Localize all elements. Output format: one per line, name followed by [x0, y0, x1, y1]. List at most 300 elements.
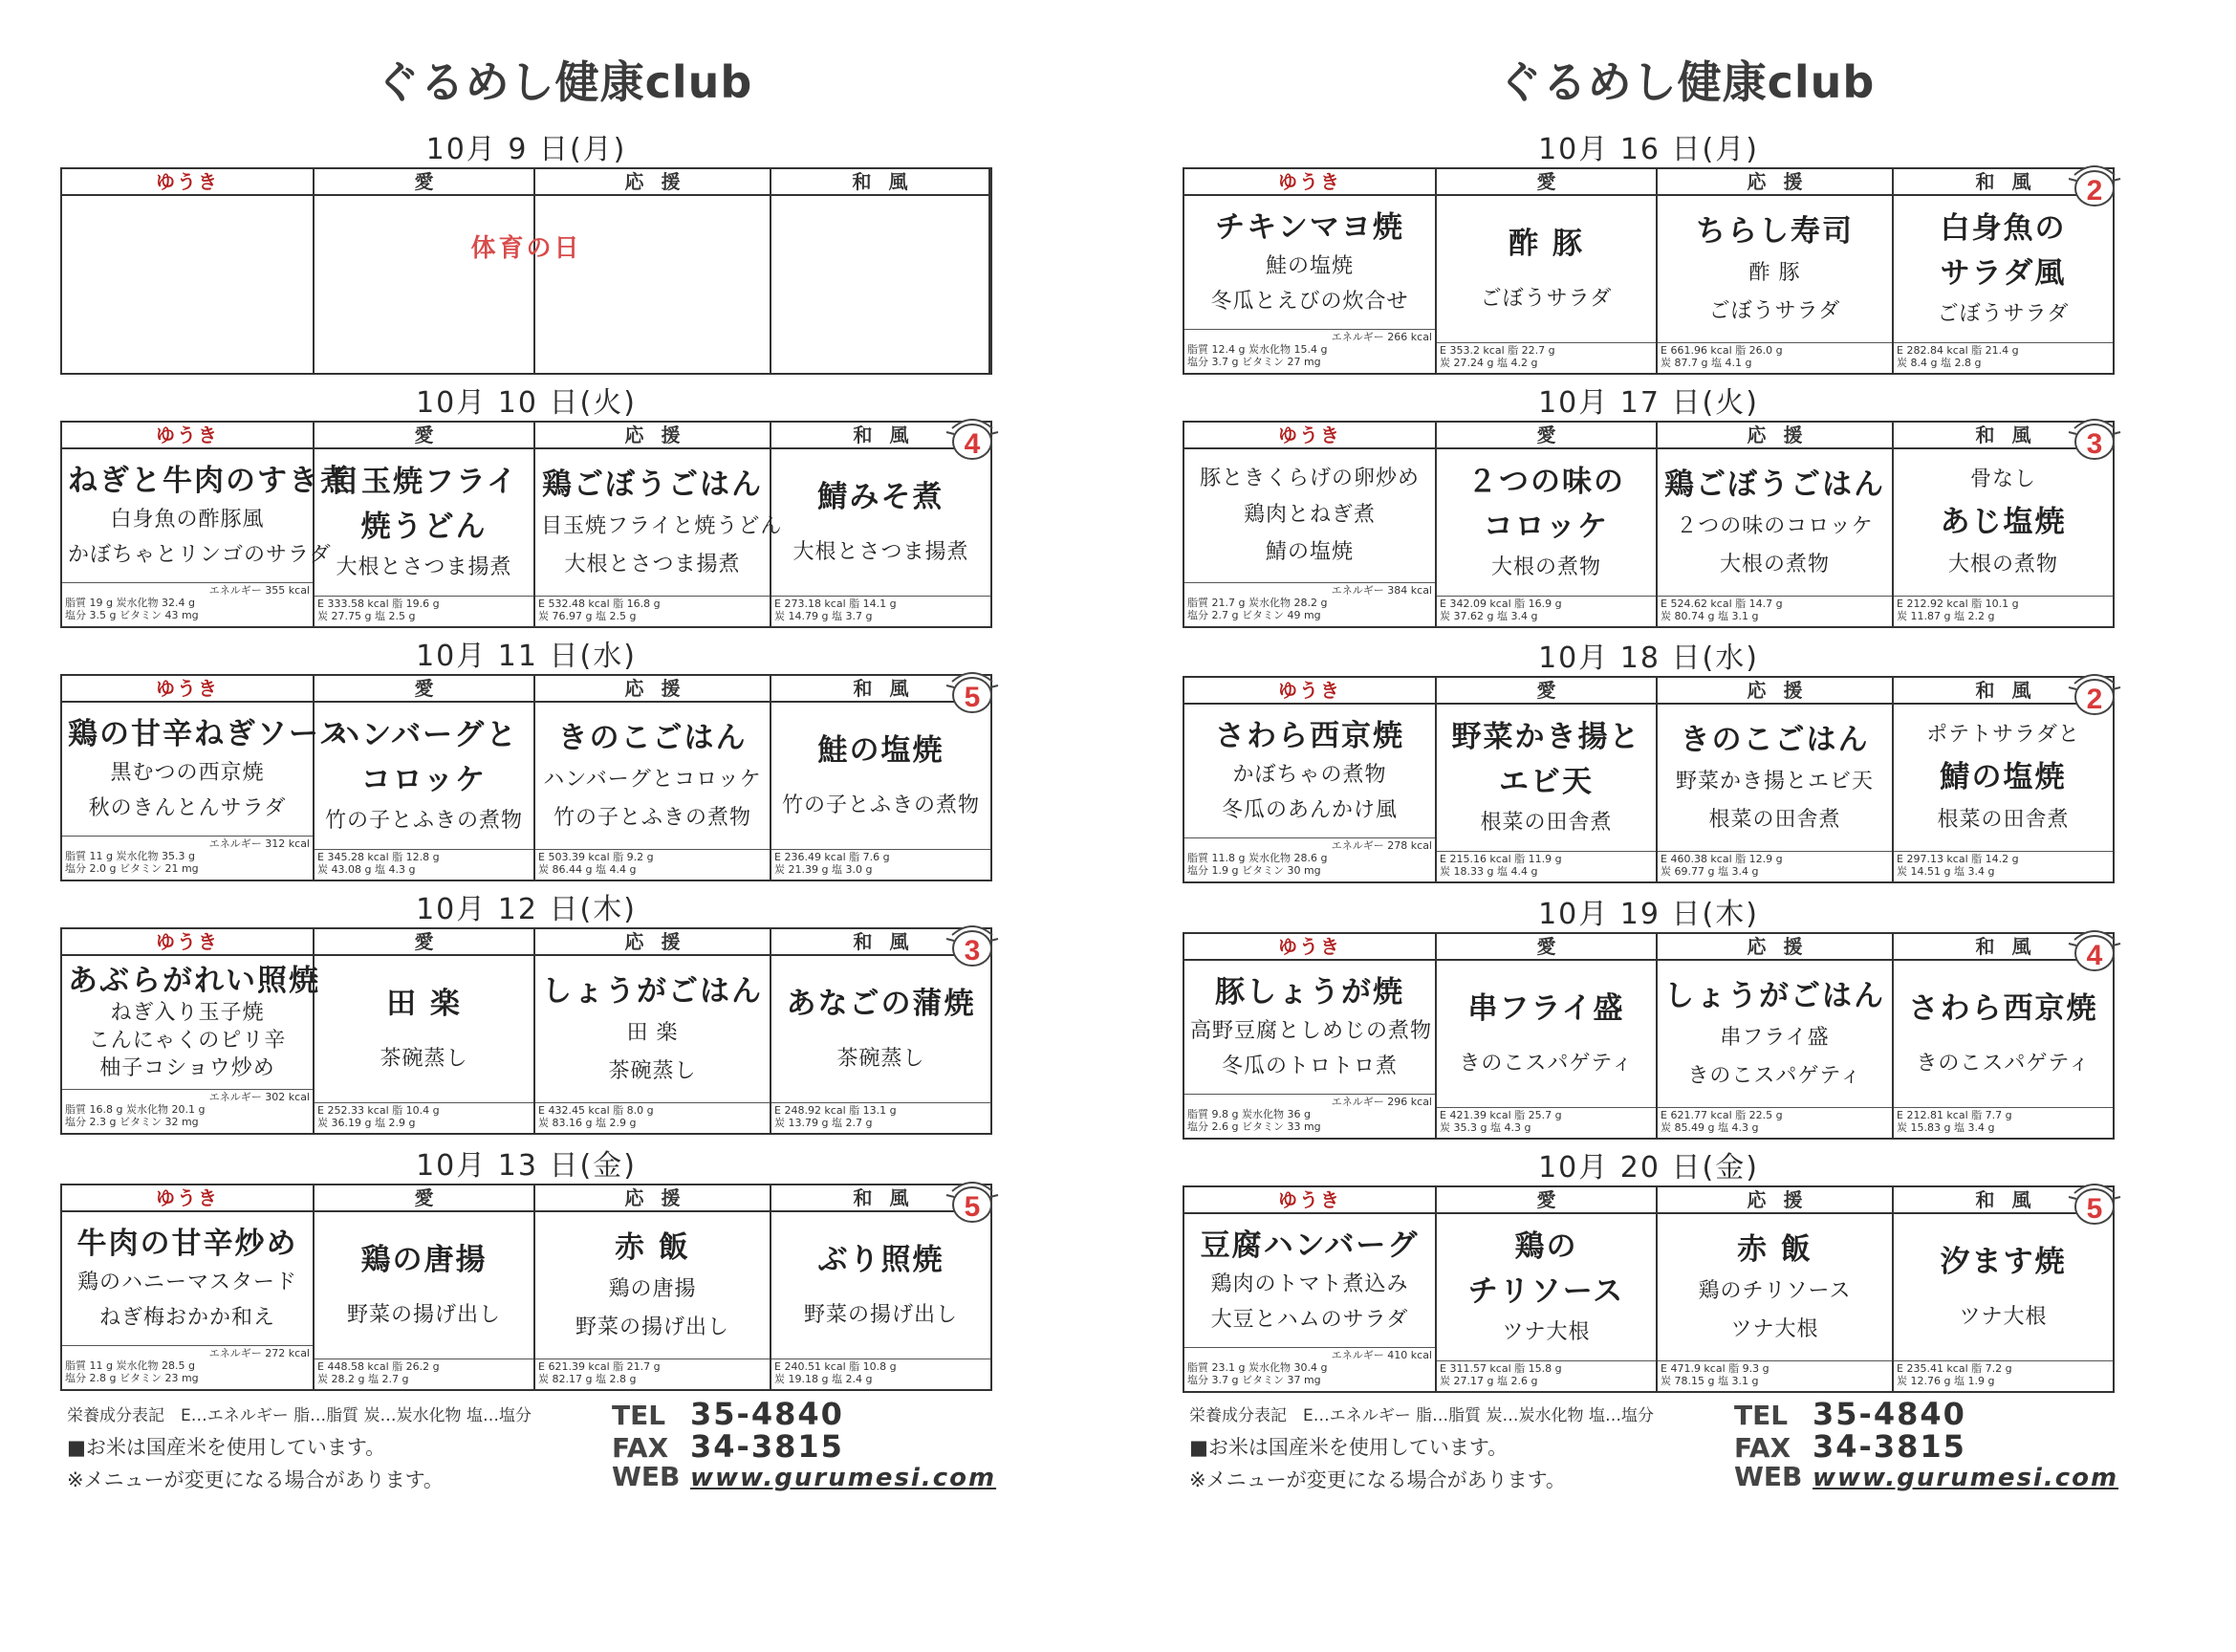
nutrition-line: E 248.92 kcal 脂 13.1 g [774, 1104, 897, 1117]
change-note: ※メニューが変更になる場合があります。 [67, 1468, 444, 1491]
menu-item: ハンバーグとコロッケ [543, 768, 762, 793]
menu-item: 鯖みそ煮 [817, 479, 944, 514]
column-header: ゆうき [62, 929, 313, 956]
menu-item: 鶏ごぼうごはん [542, 467, 763, 502]
nutrition-info [315, 1102, 533, 1133]
pot-icon [944, 411, 1000, 461]
menu-column-3 [535, 676, 771, 880]
menu-column-4 [1894, 934, 2113, 1138]
pot-icon [944, 918, 1000, 967]
menu-item: ごぼうサラダ [1708, 299, 1841, 324]
menu-items [1184, 449, 1435, 582]
pot-badge [944, 411, 1000, 461]
nutrition-info [1894, 851, 2113, 881]
menu-item: 田 楽 [626, 1021, 679, 1046]
nutrition-line: E 353.2 kcal 脂 22.7 g [1440, 344, 1555, 357]
pot-badge [2067, 158, 2122, 207]
column-header: 愛 [315, 169, 533, 196]
menu-item: 竹の子とふきの煮物 [553, 806, 751, 831]
menu-item: 汐ます焼 [1940, 1244, 2067, 1279]
nutrition-line: E 236.49 kcal 脂 7.6 g [774, 851, 890, 863]
nutrition-line: 脂質 11.8 g 炭水化物 28.6 g [1187, 852, 1328, 864]
column-header: ゆうき [1184, 169, 1435, 196]
column-header: 和風 [771, 169, 988, 196]
column-header: ゆうき [1184, 678, 1435, 705]
fax-label: FAX [1734, 1432, 1791, 1464]
menu-items [1658, 449, 1892, 596]
menu-column-1 [1184, 1187, 1437, 1391]
nutrition-legend: 栄養成分表記 E…エネルギー 脂…脂質 炭…炭水化物 塩…塩分 [1189, 1406, 1654, 1425]
menu-item: 大根とさつま揚煮 [564, 553, 741, 577]
nutrition-info [1437, 596, 1656, 626]
menu-column-1 [1184, 934, 1437, 1138]
day-date: 10月 17 日(火) [1538, 386, 1759, 420]
nutrition-line: 炭 76.97 g 塩 2.5 g [538, 610, 637, 622]
column-header: 応援 [535, 169, 770, 196]
nutrition-line: E 212.81 kcal 脂 7.7 g [1897, 1109, 2012, 1121]
menu-item: きのこスパゲティ [1916, 1051, 2091, 1076]
column-header: 応援 [1658, 1187, 1892, 1214]
web-link[interactable]: www.gurumesi.com [690, 1464, 997, 1492]
nutrition-info [315, 596, 533, 626]
page-footer [1189, 1396, 2145, 1511]
column-header: 和風 [771, 423, 990, 449]
nutrition-info [771, 1102, 990, 1133]
nutrition-line: E 297.13 kcal 脂 14.2 g [1897, 853, 2019, 865]
menu-item: 鶏の唐揚 [360, 1242, 488, 1277]
menu-column-1 [1184, 423, 1437, 626]
nutrition-line: 炭 86.44 g 塩 4.4 g [538, 863, 637, 876]
menu-item: 冬瓜のあんかけ風 [1221, 797, 1398, 822]
menu-item: 冬瓜のトロトロ煮 [1221, 1054, 1398, 1078]
day-block [60, 387, 992, 628]
nutrition-info [1437, 1360, 1656, 1391]
nutrition-line: エネルギー 410 kcal [1331, 1349, 1432, 1361]
nutrition-line: 炭 83.16 g 塩 2.9 g [538, 1117, 637, 1129]
menu-item: ポテトサラダと [1926, 722, 2080, 747]
nutrition-line: 炭 11.87 g 塩 2.2 g [1897, 610, 1995, 622]
nutrition-line: E 212.92 kcal 脂 10.1 g [1897, 598, 2019, 610]
menu-items [62, 956, 320, 1089]
tel-row [612, 1396, 996, 1432]
menu-column-3 [535, 423, 783, 626]
column-header: 愛 [315, 676, 533, 703]
menu-item: 大根の煮物 [1490, 554, 1601, 579]
pot-icon [2067, 666, 2122, 716]
column-header: 応援 [535, 929, 770, 956]
menu-item: ごぼうサラダ [1480, 286, 1613, 311]
menu-item: 黒むつの西京焼 [110, 761, 265, 786]
web-row [1734, 1461, 2118, 1493]
day-block [1183, 642, 2115, 883]
column-header: 和風 [1894, 1187, 2113, 1214]
menu-items [1894, 961, 2113, 1107]
rice-note: ■お米は国産米を使用しています。 [67, 1436, 386, 1459]
menu-page-2 [1122, 0, 2236, 1652]
column-header: 愛 [1437, 169, 1656, 196]
nutrition-line: E 621.77 kcal 脂 22.5 g [1661, 1109, 1783, 1121]
nutrition-line: 炭 12.76 g 塩 1.9 g [1897, 1375, 1995, 1387]
menu-items [315, 449, 533, 596]
nutrition-line: 炭 18.33 g 塩 4.4 g [1440, 865, 1538, 878]
menu-item: エビ天 [1499, 765, 1594, 800]
menu-table [1183, 932, 2115, 1140]
nutrition-line: E 448.58 kcal 脂 26.2 g [317, 1360, 440, 1373]
menu-item: ツナ大根 [1730, 1317, 1819, 1342]
nutrition-info [1184, 837, 1435, 881]
menu-item: 鶏ごぼうごはん [1664, 467, 1885, 502]
tel-label: TEL [612, 1400, 666, 1431]
menu-items [1437, 961, 1656, 1107]
column-header: 応援 [535, 1185, 770, 1212]
nutrition-line: 塩分 1.9 g ビタミン 30 mg [1187, 864, 1321, 877]
menu-item: 白身魚の [1940, 211, 2067, 247]
nutrition-line: 炭 28.2 g 塩 2.7 g [317, 1373, 409, 1385]
menu-item: 竹の子とふきの煮物 [781, 793, 980, 817]
column-header: 和風 [1894, 423, 2113, 449]
nutrition-line: エネルギー 302 kcal [208, 1091, 310, 1103]
menu-item: 大豆とハムのサラダ [1210, 1307, 1409, 1332]
menu-items [1658, 705, 1892, 851]
nutrition-line: 炭 37.62 g 塩 3.4 g [1440, 610, 1538, 622]
column-header: 愛 [1437, 934, 1656, 961]
menu-item: 串フライ盛 [1720, 1026, 1830, 1051]
nutrition-line: 炭 85.49 g 塩 4.3 g [1661, 1121, 1759, 1134]
menu-item: 茶碗蒸し [836, 1046, 925, 1071]
menu-table [60, 927, 992, 1135]
nutrition-info [771, 1359, 990, 1389]
menu-column-3 [1658, 169, 1894, 373]
page-footer [67, 1396, 1023, 1511]
menu-item: チリソース [1467, 1274, 1625, 1310]
pot-icon [2067, 411, 2122, 461]
pot-icon [2067, 923, 2122, 972]
pot-badge [944, 664, 1000, 714]
menu-items [315, 1212, 533, 1359]
nutrition-line: E 333.58 kcal 脂 19.6 g [317, 598, 440, 610]
menu-item: ２つの味の [1467, 465, 1625, 500]
menu-item: 根菜の田舎煮 [1937, 808, 2070, 833]
nutrition-line: E 661.96 kcal 脂 26.0 g [1661, 344, 1783, 357]
menu-items [1184, 705, 1435, 837]
day-date: 10月 16 日(月) [1538, 133, 1759, 166]
pot-icon [944, 664, 1000, 714]
column-header: 応援 [1658, 934, 1892, 961]
menu-items [62, 1212, 313, 1345]
menu-items [771, 449, 990, 596]
menu-item: ハンバーグと [330, 718, 518, 753]
menu-item: ツナ大根 [1502, 1319, 1591, 1344]
pot-icon [2067, 1176, 2122, 1226]
column-header: ゆうき [62, 169, 313, 196]
menu-page-1 [0, 0, 1114, 1652]
menu-item: 赤 飯 [615, 1229, 690, 1265]
menu-item: 豚ときくらげの卵炒め [1199, 466, 1420, 490]
nutrition-info [535, 849, 770, 880]
badge-number: 4 [964, 428, 981, 460]
menu-column-4 [771, 929, 990, 1133]
menu-column-3 [535, 1185, 771, 1389]
menu-item: 鶏のハニーマスタード [76, 1271, 297, 1295]
nutrition-info [771, 849, 990, 880]
nutrition-line: 塩分 3.7 g ビタミン 27 mg [1187, 356, 1321, 368]
nutrition-line: 塩分 2.6 g ビタミン 33 mg [1187, 1120, 1321, 1133]
pot-badge [944, 1174, 1000, 1224]
menu-item: 根菜の田舎煮 [1480, 810, 1613, 835]
column-header: ゆうき [62, 1185, 313, 1212]
web-label: WEB [1734, 1461, 1803, 1492]
nutrition-line: 炭 43.08 g 塩 4.3 g [317, 863, 416, 876]
menu-column-2 [1437, 678, 1658, 881]
nutrition-info [315, 1359, 533, 1389]
nutrition-line: 塩分 2.0 g ビタミン 21 mg [65, 862, 199, 875]
menu-item: ぶり照焼 [817, 1242, 944, 1277]
menu-item: ねぎ入り玉子焼 [110, 1000, 265, 1025]
menu-item: 牛肉の甘辛炒め [76, 1227, 298, 1262]
menu-item: 茶碗蒸し [380, 1046, 468, 1071]
contact-info [612, 1396, 996, 1493]
day-date: 10月 18 日(水) [1538, 641, 1759, 675]
menu-column-2 [1437, 169, 1658, 373]
column-header: ゆうき [1184, 1187, 1435, 1214]
fax-row [612, 1428, 996, 1465]
contact-info [1734, 1396, 2118, 1493]
nutrition-line: 炭 14.79 g 塩 3.7 g [774, 610, 873, 622]
menu-item: 大根とさつま揚煮 [792, 539, 969, 564]
menu-column-1 [1184, 678, 1437, 881]
nutrition-line: E 421.39 kcal 脂 25.7 g [1440, 1109, 1562, 1121]
menu-table [1183, 676, 2115, 883]
menu-column-3 [535, 169, 771, 373]
menu-item: 目玉焼フライと焼うどん [541, 514, 783, 539]
nutrition-line: 炭 13.79 g 塩 2.7 g [774, 1117, 873, 1129]
menu-item: こんにゃくのピリ辛 [88, 1028, 287, 1053]
menu-item: 白身魚の酢豚風 [110, 508, 265, 533]
menu-items [62, 196, 313, 373]
menu-item: 鶏肉とねぎ煮 [1243, 503, 1376, 528]
nutrition-line: 塩分 2.7 g ビタミン 49 mg [1187, 609, 1321, 621]
nutrition-line: 炭 21.39 g 塩 3.0 g [774, 863, 873, 876]
nutrition-line: 炭 35.3 g 塩 4.3 g [1440, 1121, 1531, 1134]
pot-badge [2067, 1176, 2122, 1226]
menu-column-1 [62, 1185, 315, 1389]
fax-row [1734, 1428, 2118, 1465]
menu-item: 野菜かき揚とエビ天 [1675, 770, 1874, 794]
menu-items [1437, 196, 1656, 342]
nutrition-info [1658, 851, 1892, 881]
nutrition-line: 炭 14.51 g 塩 3.4 g [1897, 865, 1995, 878]
nutrition-line: E 503.39 kcal 脂 9.2 g [538, 851, 654, 863]
pot-badge [2067, 411, 2122, 461]
web-row [612, 1461, 996, 1493]
rice-note: ■お米は国産米を使用しています。 [1189, 1436, 1509, 1459]
nutrition-line: 炭 27.75 g 塩 2.5 g [317, 610, 416, 622]
fax-label: FAX [612, 1432, 669, 1464]
day-block [1183, 134, 2115, 375]
menu-item: ツナ大根 [1959, 1304, 2048, 1329]
menu-items [315, 956, 533, 1102]
menu-column-3 [1658, 1187, 1894, 1391]
nutrition-line: 炭 87.7 g 塩 4.1 g [1661, 357, 1752, 369]
menu-column-4 [1894, 678, 2113, 881]
menu-item: ごぼうサラダ [1937, 301, 2070, 326]
nutrition-info [1437, 1107, 1656, 1138]
nutrition-line: 脂質 9.8 g 炭水化物 36 g [1187, 1108, 1311, 1120]
menu-items [771, 956, 990, 1102]
column-header: 応援 [535, 676, 770, 703]
menu-item: 赤 飯 [1737, 1231, 1813, 1267]
tel-number: 35-4840 [1813, 1396, 1966, 1432]
page-title: ぐるめし健康club [1497, 56, 1876, 108]
nutrition-line: E 235.41 kcal 脂 7.2 g [1897, 1362, 2012, 1375]
menu-table [60, 167, 992, 375]
menu-item: 野菜かき揚と [1451, 720, 1641, 755]
menu-items [771, 703, 990, 849]
menu-table [1183, 1185, 2115, 1393]
nutrition-info [1658, 342, 1892, 373]
menu-item: 茶碗蒸し [608, 1059, 697, 1084]
nutrition-line: E 252.33 kcal 脂 10.4 g [317, 1104, 440, 1117]
menu-item: 鶏の甘辛ねぎソース [68, 717, 351, 752]
change-note: ※メニューが変更になる場合があります。 [1189, 1468, 1566, 1491]
badge-number: 2 [2086, 175, 2103, 206]
menu-column-2 [315, 423, 535, 626]
column-header: 愛 [315, 423, 533, 449]
column-header: 応援 [1658, 169, 1892, 196]
column-header: 愛 [1437, 678, 1656, 705]
menu-items [1437, 705, 1656, 851]
nutrition-line: エネルギー 266 kcal [1331, 331, 1432, 343]
menu-column-2 [315, 169, 535, 373]
nutrition-line: E 273.18 kcal 脂 14.1 g [774, 598, 897, 610]
nutrition-line: 塩分 2.3 g ビタミン 32 mg [65, 1116, 199, 1128]
pot-icon [944, 1174, 1000, 1224]
column-header: 和風 [771, 929, 990, 956]
menu-items [62, 703, 351, 836]
menu-items [1184, 196, 1435, 329]
menu-column-4 [771, 676, 990, 880]
menu-column-2 [1437, 1187, 1658, 1391]
menu-item: 冬瓜とえびの炊合せ [1210, 289, 1409, 314]
web-link[interactable]: www.gurumesi.com [1813, 1464, 2119, 1492]
menu-item: きのこごはん [557, 720, 748, 755]
day-date: 10月 20 日(金) [1538, 1151, 1759, 1185]
nutrition-info [1184, 329, 1435, 373]
nutrition-info [535, 596, 770, 626]
menu-items [1184, 961, 1435, 1094]
nutrition-line: E 524.62 kcal 脂 14.7 g [1661, 598, 1783, 610]
menu-items [1658, 1214, 1892, 1360]
holiday-label: 体育の日 [470, 234, 582, 263]
nutrition-line: E 311.57 kcal 脂 15.8 g [1440, 1362, 1562, 1375]
day-date: 10月 11 日(水) [416, 640, 637, 673]
nutrition-line: 脂質 19 g 炭水化物 32.4 g [65, 597, 195, 609]
menu-item: コロッケ [1483, 510, 1610, 545]
nutrition-info [1437, 342, 1656, 373]
menu-table [60, 421, 992, 628]
nutrition-line: E 342.09 kcal 脂 16.9 g [1440, 598, 1562, 610]
nutrition-info [1184, 1094, 1435, 1138]
menu-item: しょうがごはん [1664, 978, 1885, 1013]
menu-item: コロッケ [360, 763, 488, 798]
nutrition-line: E 621.39 kcal 脂 21.7 g [538, 1360, 661, 1373]
day-block [60, 1150, 992, 1391]
nutrition-info [771, 596, 990, 626]
nutrition-line: 炭 36.19 g 塩 2.9 g [317, 1117, 416, 1129]
day-block [1183, 899, 2115, 1140]
pot-badge [2067, 923, 2122, 972]
menu-item: 秋のきんとんサラダ [88, 795, 287, 820]
menu-items [1894, 705, 2113, 851]
nutrition-info [1658, 1360, 1892, 1391]
menu-item: しょうがごはん [542, 973, 763, 1009]
menu-column-3 [1658, 934, 1894, 1138]
menu-items [535, 449, 783, 596]
nutrition-line: 炭 80.74 g 塩 3.1 g [1661, 610, 1759, 622]
menu-column-1 [62, 929, 320, 1133]
nutrition-line: 炭 78.15 g 塩 3.1 g [1661, 1375, 1759, 1387]
menu-item: さわら西京焼 [1908, 990, 2098, 1026]
menu-column-1 [62, 423, 352, 626]
menu-item: ねぎと牛肉のすき煮 [68, 464, 352, 499]
nutrition-line: 脂質 16.8 g 炭水化物 20.1 g [65, 1103, 206, 1116]
nutrition-info [1894, 596, 2113, 626]
menu-items [1437, 449, 1656, 596]
menu-item: 鯖の塩焼 [1265, 540, 1354, 565]
nutrition-info [1437, 851, 1656, 881]
menu-item: 目玉焼フライ [329, 465, 519, 500]
menu-item: 大根の煮物 [1947, 553, 2058, 577]
menu-column-2 [1437, 423, 1658, 626]
menu-column-2 [315, 929, 535, 1133]
column-header: 和風 [1894, 169, 2113, 196]
column-header: ゆうき [1184, 934, 1435, 961]
menu-item: 串フライ盛 [1467, 990, 1625, 1026]
menu-item: 酢 豚 [1509, 226, 1584, 261]
menu-column-1 [62, 676, 351, 880]
nutrition-line: 塩分 3.5 g ビタミン 43 mg [65, 609, 199, 621]
nutrition-line: 脂質 11 g 炭水化物 28.5 g [65, 1359, 195, 1372]
menu-item: 鶏の唐揚 [608, 1277, 697, 1302]
menu-items [535, 956, 770, 1102]
menu-item: 野菜の揚げ出し [346, 1302, 501, 1327]
nutrition-info [1184, 1347, 1435, 1391]
nutrition-line: 炭 8.4 g 塩 2.8 g [1897, 357, 1982, 369]
menu-item: 高野豆腐としめじの煮物 [1190, 1019, 1433, 1044]
menu-items [1658, 196, 1892, 342]
badge-number: 2 [2086, 684, 2103, 715]
menu-table [60, 1184, 992, 1391]
nutrition-info [62, 582, 313, 626]
menu-item: ２つの味のコロッケ [1676, 514, 1874, 539]
menu-item: 豚しょうが焼 [1215, 975, 1404, 1011]
menu-item: 大根の煮物 [1719, 553, 1830, 577]
menu-column-1 [62, 169, 315, 373]
nutrition-legend: 栄養成分表記 E…エネルギー 脂…脂質 炭…炭水化物 塩…塩分 [67, 1406, 532, 1425]
menu-table [1183, 421, 2115, 628]
tel-row [1734, 1396, 2118, 1432]
badge-number: 4 [2086, 940, 2103, 971]
menu-column-3 [535, 929, 771, 1133]
badge-number: 3 [2086, 428, 2103, 460]
menu-item: 鮭の塩焼 [817, 732, 944, 768]
menu-column-4 [771, 423, 990, 626]
nutrition-info [535, 1359, 770, 1389]
badge-number: 3 [964, 935, 981, 967]
menu-item: ねぎ梅おかか和え [98, 1305, 275, 1330]
menu-item: 豆腐ハンバーグ [1200, 1228, 1420, 1264]
pot-badge [944, 918, 1000, 967]
